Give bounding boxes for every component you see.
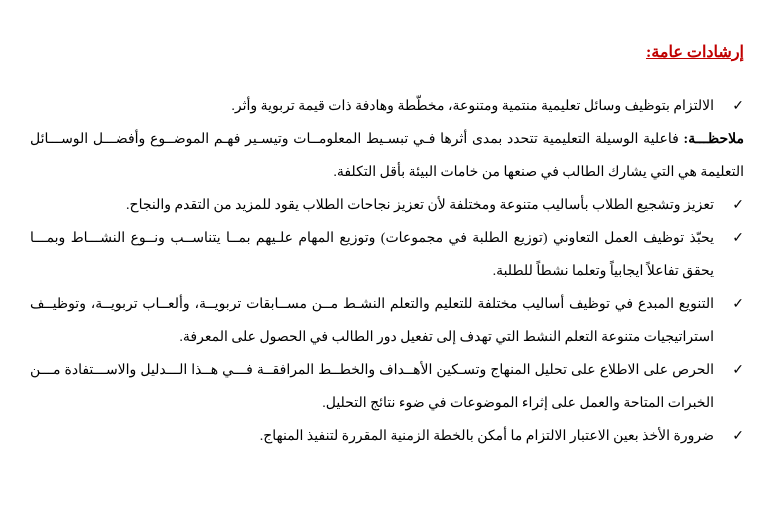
checkmark-icon: ✓ bbox=[732, 198, 744, 213]
item-text: الالتزام بتوظيف وسائل تعليمية منتمية ومتنوعة، مخطّطة وهادفة ذات قيمة تربوية وأثر. bbox=[231, 99, 714, 114]
section-heading: إرشادات عامة: bbox=[646, 44, 744, 61]
item-text: الحرص على الاطلاع على تحليل المنهاج وتسـكين الأهــداف والخطــط المرافقــة فـــي هــذا الـــدليل والاســـتفادة مـــن الخبرات المتاحة والعمل على إثراء الموضوعات في ضوء نتائج التحليل. bbox=[30, 363, 714, 411]
item-text: التنويع المبدع في توظيف أساليب مختلفة للتعليم والتعلم النشـط مــن مســابقات تربويــة، وألعــاب تربويــة، وتوظيــف استراتيجيات متنوعة التعلم النشط التي تهدف إلى تفعيل دور الطالب في الحصول على المعرفة. bbox=[30, 297, 714, 345]
note-text: فاعلية الوسيلة التعليمية تتحدد بمدى أثرها فـي تبسـيط المعلومــات وتيسـير فهـم الموضــوع وأفضـــل الوســـائل التعليمة هي التي يشارك الطالب في صنعها من خامات البيئة بأقل التكلفة. bbox=[30, 132, 744, 180]
item-text: تعزيز وتشجيع الطلاب بأساليب متنوعة ومختلفة لأن تعزيز نجاحات الطلاب يقود للمزيد من التقدم والنجاح. bbox=[126, 198, 714, 213]
checkmark-icon: ✓ bbox=[732, 363, 744, 378]
list-item bbox=[30, 90, 744, 123]
document-page bbox=[30, 0, 744, 505]
item-text: يحبّذ توظيف العمل التعاوني (توزيع الطلبة في مجموعات) وتوزيع المهام علـيهم بمــا يتناســب ونــوع النشـــاط وبمـــا يحقق تفاعلاً ايجابياً وتعلما نشطاً للطلبة. bbox=[30, 231, 714, 279]
item-text: ضرورة الأخذ بعين الاعتبار الالتزام ما أمكن بالخطة الزمنية المقررة لتنفيذ المنهاج. bbox=[259, 429, 714, 444]
list-item bbox=[30, 189, 744, 222]
note-label: ملاحظـــة: bbox=[683, 132, 744, 147]
note-paragraph bbox=[30, 123, 744, 189]
list-item bbox=[30, 420, 744, 453]
checkmark-icon: ✓ bbox=[732, 231, 744, 246]
checkmark-icon: ✓ bbox=[732, 297, 744, 312]
list-item bbox=[30, 288, 744, 354]
checkmark-icon: ✓ bbox=[732, 99, 744, 114]
list-item bbox=[30, 222, 744, 288]
checkmark-icon: ✓ bbox=[732, 429, 744, 444]
list-item bbox=[30, 354, 744, 420]
guidelines-list bbox=[30, 90, 744, 453]
